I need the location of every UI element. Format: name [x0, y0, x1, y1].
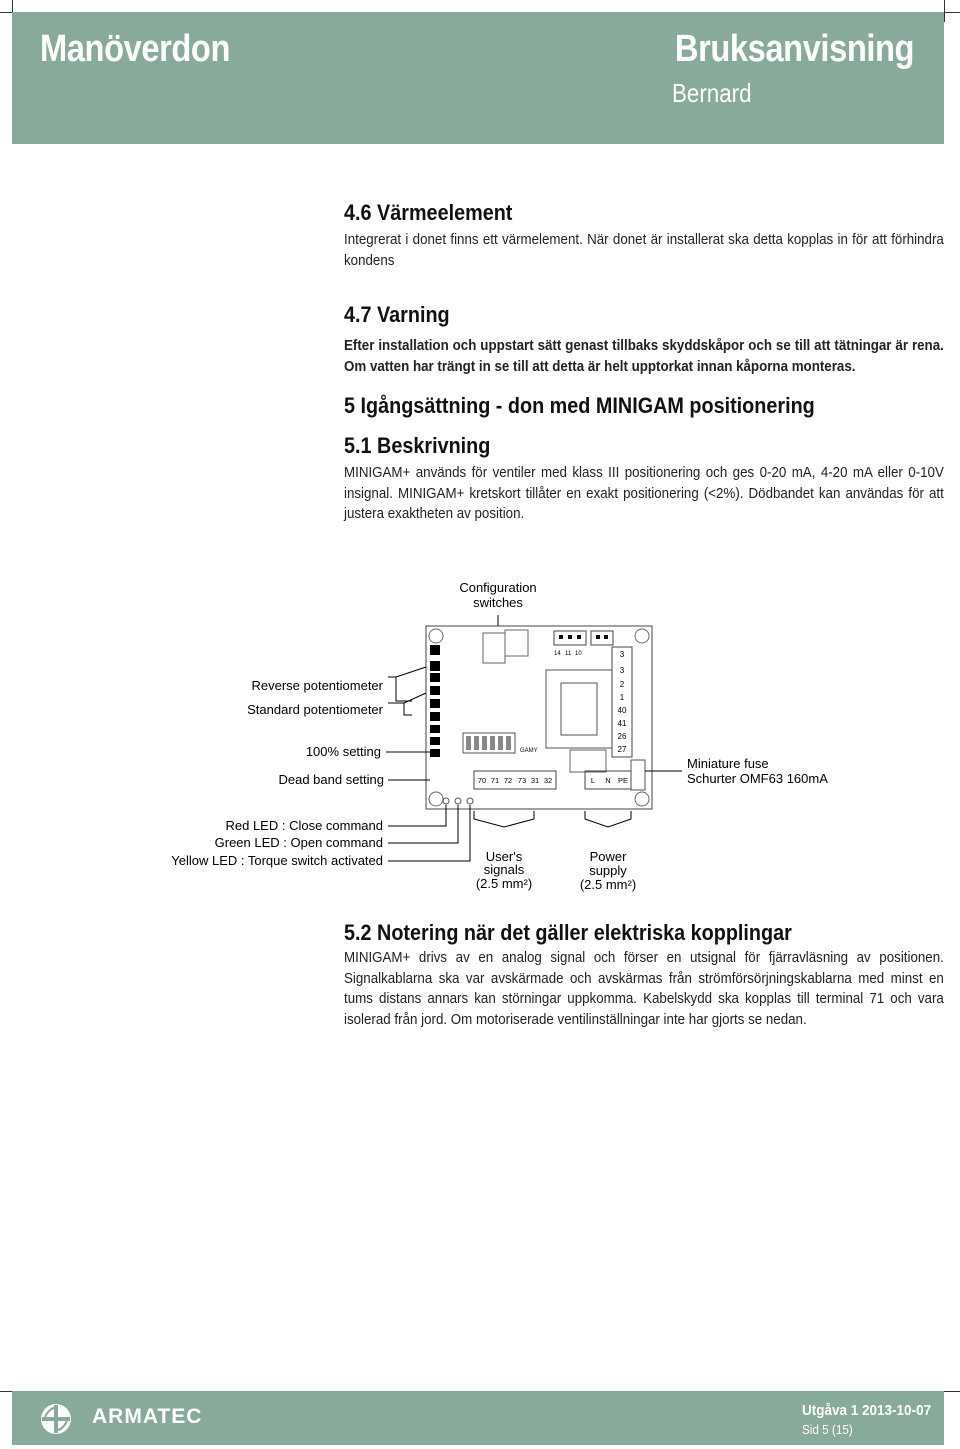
user-terminal-label: 32 — [543, 776, 553, 785]
green-led-leader — [388, 805, 458, 843]
section-4-6 — [344, 200, 944, 271]
right-terminal-label: 2 — [619, 680, 625, 689]
user-terminal-label: 72 — [503, 776, 513, 785]
edition-label: Utgåva 1 2013-10-07 — [802, 1402, 932, 1419]
user-terminal-label: 31 — [530, 776, 540, 785]
standard-pot-label: Standard potentiometer — [247, 702, 383, 717]
pot-pin — [430, 725, 440, 733]
standard-pot-leader — [388, 703, 412, 715]
dead-band-label: Dead band setting — [278, 772, 384, 787]
right-terminal-label: 3 — [619, 666, 625, 675]
user-signals-label-line2: signals — [483, 862, 525, 877]
power-terminal-label: PE — [617, 776, 629, 785]
header-left-title: Manöverdon — [40, 28, 230, 70]
section-5-1 — [344, 433, 944, 525]
fuse-label-line2: Schurter OMF63 160mA — [687, 771, 828, 786]
section-heading: 4.7 Varning — [344, 302, 450, 327]
section-5 — [344, 393, 944, 419]
section-heading: 5.1 Beskrivning — [344, 433, 491, 458]
power-supply-label-line3: (2.5 mm²) — [579, 877, 637, 892]
connector-pin — [559, 635, 563, 639]
right-terminal-label: 3 — [619, 650, 625, 659]
dip-switch — [490, 736, 495, 750]
right-terminal-label: 26 — [617, 732, 627, 741]
reverse-pot-leader — [388, 677, 412, 701]
section-text: Integrerat i donet finns ett värmelement. När donet är installerat ska detta kopplas in för att förhindra kondens — [344, 232, 944, 269]
page-footer — [12, 1391, 944, 1445]
red-led-label: Red LED : Close command — [225, 818, 383, 833]
dip-switch — [498, 736, 503, 750]
dip-switch — [466, 736, 471, 750]
right-terminal-label: 1 — [619, 693, 625, 702]
user-signals-label-line3: (2.5 mm²) — [475, 876, 533, 891]
power-terminal-label: L — [590, 776, 596, 785]
connector-pin — [604, 635, 608, 639]
setting-100-label: 100% setting — [305, 744, 381, 759]
power-supply-label-line1: Power — [589, 849, 627, 864]
section-5-2 — [344, 920, 944, 1030]
dip-switch — [506, 736, 511, 750]
section-heading: 4.6 Värmeelement — [344, 200, 513, 225]
top-terminal-label: 14 — [554, 651, 561, 657]
pot-pin — [430, 686, 440, 695]
config-switches-label-line2: switches — [473, 595, 523, 610]
pot-pin — [430, 712, 440, 721]
page-header — [12, 12, 944, 144]
pot-pin — [430, 737, 440, 745]
board-mark: GAMY — [520, 748, 538, 754]
user-terminal-label: 70 — [477, 776, 487, 785]
top-terminal-label: 11 — [565, 651, 572, 657]
power-terminal-label: N — [605, 776, 611, 785]
user-terminal-label: 71 — [490, 776, 500, 785]
user-signals-label-line1: User's — [485, 849, 523, 864]
reverse-pot-label: Reverse potentiometer — [251, 678, 383, 693]
connector-pin — [577, 635, 581, 639]
leader-segment — [404, 693, 426, 703]
power-supply-label-line2: supply — [589, 863, 627, 878]
fuse-label-line1: Miniature fuse — [687, 756, 769, 771]
pot-pin — [430, 699, 440, 708]
section-4-7 — [344, 302, 944, 377]
page-number: Sid 5 (15) — [802, 1422, 853, 1437]
user-signals-bracket — [474, 811, 534, 827]
header-right-title: Bruksanvisning — [674, 28, 914, 70]
dip-switch — [474, 736, 479, 750]
section-heading: 5.2 Notering när det gäller elektriska kopplingar — [344, 920, 792, 945]
config-switches-label-line1: Configuration — [459, 580, 537, 595]
right-terminal-label: 27 — [617, 745, 627, 754]
connector-pin — [568, 635, 572, 639]
pot-pin — [430, 749, 440, 757]
crop-mark — [944, 0, 945, 22]
section-text: Efter installation och uppstart sätt genast tillbaks skyddskåpor och se till att tätningar är rena. Om vatten har trängt in se till att detta är helt upptorkat innan kåporna monteras. — [344, 338, 944, 375]
right-terminal-label: 40 — [617, 706, 627, 715]
yellow-led-label: Yellow LED : Torque switch activated — [171, 853, 383, 868]
section-text: MINIGAM+ används för ventiler med klass III positionering och ges 0-20 mA, 4-20 mA eller 0-10V insignal. MINIGAM+ kretskort tillåter en exakt positionering (<2%). Dödbandet kan användas för att justera exaktheten av position. — [344, 465, 944, 522]
connector-pin — [596, 635, 600, 639]
pot-pin — [430, 673, 440, 682]
header-subtitle: Bernard — [672, 78, 752, 108]
green-led-label: Green LED : Open command — [214, 835, 383, 850]
pot-pin — [430, 645, 440, 655]
dip-switch — [482, 736, 487, 750]
section-heading: 5 Igångsättning - don med MINIGAM positionering — [344, 393, 815, 418]
section-text: MINIGAM+ drivs av en analog signal och förser en utsignal för fjärravläsning av positionen. Signalkablarna ska var avskärmade och avskärmas från strömförsörjningskablarna med minst en tums distans annars kan störningar uppkomma. Kabelskydd ska kopplas till terminal 71 och vara isolerad från jord. Om motoriserade ventilinställningar inte har gjorts se nedan. — [344, 950, 944, 1028]
armatec-logo-icon — [40, 1403, 72, 1435]
leader-segment — [396, 667, 426, 677]
armatec-logo-text: ARMATEC — [92, 1405, 203, 1428]
power-supply-bracket — [585, 811, 631, 827]
right-terminal-label: 41 — [617, 719, 627, 728]
pot-pin — [430, 661, 440, 671]
minigam-board-diagram — [168, 575, 848, 900]
user-terminal-label: 73 — [517, 776, 527, 785]
top-terminal-label: 10 — [575, 651, 582, 657]
